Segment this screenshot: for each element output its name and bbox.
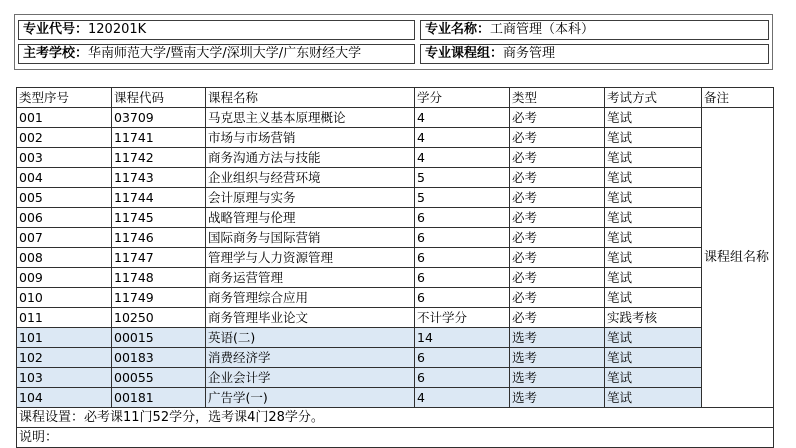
- cell-type-no: 004: [17, 168, 112, 188]
- cell-type: 选考: [510, 348, 605, 368]
- cell-credit: 4: [415, 108, 510, 128]
- cell-course-name: 战略管理与伦理: [206, 208, 415, 228]
- table-row: [17, 168, 774, 188]
- cell-course-name: 消费经济学: [206, 348, 415, 368]
- cell-exam-method: 笔试: [605, 288, 702, 308]
- table-row: [17, 348, 774, 368]
- cell-course-name: 商务沟通方法与技能: [206, 148, 415, 168]
- cell-credit: 4: [415, 388, 510, 408]
- cell-type: 必考: [510, 288, 605, 308]
- cell-credit: 6: [415, 368, 510, 388]
- cell-type: 必考: [510, 248, 605, 268]
- cell-type-no: 008: [17, 248, 112, 268]
- header-credit: 学分: [415, 88, 510, 108]
- cell-exam-method: 笔试: [605, 248, 702, 268]
- remark-course-group: 课程组名称: [702, 108, 774, 408]
- table-row: [17, 288, 774, 308]
- cell-exam-method: 笔试: [605, 368, 702, 388]
- cell-credit: 14: [415, 328, 510, 348]
- cell-exam-method: 笔试: [605, 108, 702, 128]
- cell-type-no: 011: [17, 308, 112, 328]
- cell-credit: 4: [415, 128, 510, 148]
- cell-exam-method: 笔试: [605, 388, 702, 408]
- cell-exam-method: 笔试: [605, 188, 702, 208]
- settings-row: [17, 408, 774, 428]
- cell-type: 必考: [510, 308, 605, 328]
- cell-course-code: 11743: [112, 168, 206, 188]
- cell-type: 必考: [510, 208, 605, 228]
- cell-course-name: 广告学(一): [206, 388, 415, 408]
- cell-type-no: 001: [17, 108, 112, 128]
- cell-exam-method: 笔试: [605, 328, 702, 348]
- cell-type: 必考: [510, 148, 605, 168]
- cell-type-no: 101: [17, 328, 112, 348]
- major-code-label: 专业代号：: [23, 22, 89, 37]
- notes: 说明：: [17, 428, 774, 448]
- school-box: [18, 44, 415, 64]
- major-name-label: 专业名称：: [425, 22, 491, 37]
- cell-course-code: 10250: [112, 308, 206, 328]
- cell-course-code: 11745: [112, 208, 206, 228]
- cell-course-name: 商务运营管理: [206, 268, 415, 288]
- course-settings: 课程设置：必考课11门52学分，选考课4门28学分。: [17, 408, 774, 428]
- table-row: [17, 368, 774, 388]
- table-row: [17, 248, 774, 268]
- table-row: [17, 108, 774, 128]
- cell-type-no: 003: [17, 148, 112, 168]
- cell-exam-method: 笔试: [605, 348, 702, 368]
- course-group-value: 商务管理: [503, 46, 556, 61]
- cell-course-name: 商务管理综合应用: [206, 288, 415, 308]
- cell-type: 必考: [510, 268, 605, 288]
- cell-exam-method: 实践考核: [605, 308, 702, 328]
- cell-course-code: 11748: [112, 268, 206, 288]
- cell-course-name: 马克思主义基本原理概论: [206, 108, 415, 128]
- cell-type: 必考: [510, 188, 605, 208]
- cell-course-code: 11744: [112, 188, 206, 208]
- cell-course-code: 00181: [112, 388, 206, 408]
- cell-exam-method: 笔试: [605, 148, 702, 168]
- table-row: [17, 308, 774, 328]
- table-header-row: [17, 88, 774, 108]
- header-remark: 备注: [702, 88, 774, 108]
- cell-type-no: 009: [17, 268, 112, 288]
- cell-type-no: 002: [17, 128, 112, 148]
- table-row: [17, 388, 774, 408]
- cell-type-no: 007: [17, 228, 112, 248]
- major-code-value: 120201K: [88, 22, 147, 37]
- cell-course-code: 11741: [112, 128, 206, 148]
- table-row: [17, 328, 774, 348]
- cell-course-name: 企业会计学: [206, 368, 415, 388]
- cell-credit: 6: [415, 268, 510, 288]
- cell-credit: 6: [415, 248, 510, 268]
- cell-credit: 不计学分: [415, 308, 510, 328]
- school-value: 华南师范大学/暨南大学/深圳大学/广东财经大学: [88, 46, 362, 61]
- cell-course-code: 11747: [112, 248, 206, 268]
- cell-exam-method: 笔试: [605, 268, 702, 288]
- cell-type: 必考: [510, 108, 605, 128]
- cell-course-code: 00055: [112, 368, 206, 388]
- cell-credit: 6: [415, 208, 510, 228]
- cell-course-code: 03709: [112, 108, 206, 128]
- cell-course-code: 11742: [112, 148, 206, 168]
- header-course-name: 课程名称: [206, 88, 415, 108]
- cell-course-code: 00183: [112, 348, 206, 368]
- cell-exam-method: 笔试: [605, 208, 702, 228]
- cell-credit: 5: [415, 168, 510, 188]
- cell-course-name: 英语(二): [206, 328, 415, 348]
- cell-course-name: 商务管理毕业论文: [206, 308, 415, 328]
- major-code-box: [18, 20, 415, 40]
- table-row: [17, 128, 774, 148]
- cell-credit: 4: [415, 148, 510, 168]
- cell-type: 选考: [510, 328, 605, 348]
- cell-credit: 6: [415, 348, 510, 368]
- cell-credit: 6: [415, 228, 510, 248]
- header-exam-method: 考试方式: [605, 88, 702, 108]
- header-type-no: 类型序号: [17, 88, 112, 108]
- header-type: 类型: [510, 88, 605, 108]
- cell-type-no: 010: [17, 288, 112, 308]
- cell-type: 必考: [510, 228, 605, 248]
- cell-course-name: 市场与市场营销: [206, 128, 415, 148]
- table-row: [17, 228, 774, 248]
- cell-credit: 5: [415, 188, 510, 208]
- cell-type-no: 006: [17, 208, 112, 228]
- cell-type: 必考: [510, 128, 605, 148]
- cell-type-no: 104: [17, 388, 112, 408]
- header-course-code: 课程代码: [112, 88, 206, 108]
- cell-course-code: 11749: [112, 288, 206, 308]
- cell-type-no: 005: [17, 188, 112, 208]
- course-group-label: 专业课程组：: [425, 46, 504, 61]
- major-name-value: 工商管理（本科）: [490, 22, 595, 37]
- major-name-box: [420, 20, 769, 40]
- cell-course-code: 00015: [112, 328, 206, 348]
- course-table: [16, 87, 774, 448]
- table-row: [17, 188, 774, 208]
- cell-course-name: 国际商务与国际营销: [206, 228, 415, 248]
- table-row: [17, 148, 774, 168]
- cell-credit: 6: [415, 288, 510, 308]
- cell-course-name: 企业组织与经营环境: [206, 168, 415, 188]
- cell-type: 选考: [510, 368, 605, 388]
- school-label: 主考学校：: [23, 46, 89, 61]
- table-row: [17, 268, 774, 288]
- cell-course-name: 管理学与人力资源管理: [206, 248, 415, 268]
- cell-exam-method: 笔试: [605, 228, 702, 248]
- cell-course-code: 11746: [112, 228, 206, 248]
- cell-type-no: 102: [17, 348, 112, 368]
- table-row: [17, 208, 774, 228]
- course-group-box: [420, 44, 769, 64]
- cell-type-no: 103: [17, 368, 112, 388]
- cell-exam-method: 笔试: [605, 128, 702, 148]
- cell-course-name: 会计原理与实务: [206, 188, 415, 208]
- cell-type: 选考: [510, 388, 605, 408]
- cell-exam-method: 笔试: [605, 168, 702, 188]
- notes-row: [17, 428, 774, 448]
- cell-type: 必考: [510, 168, 605, 188]
